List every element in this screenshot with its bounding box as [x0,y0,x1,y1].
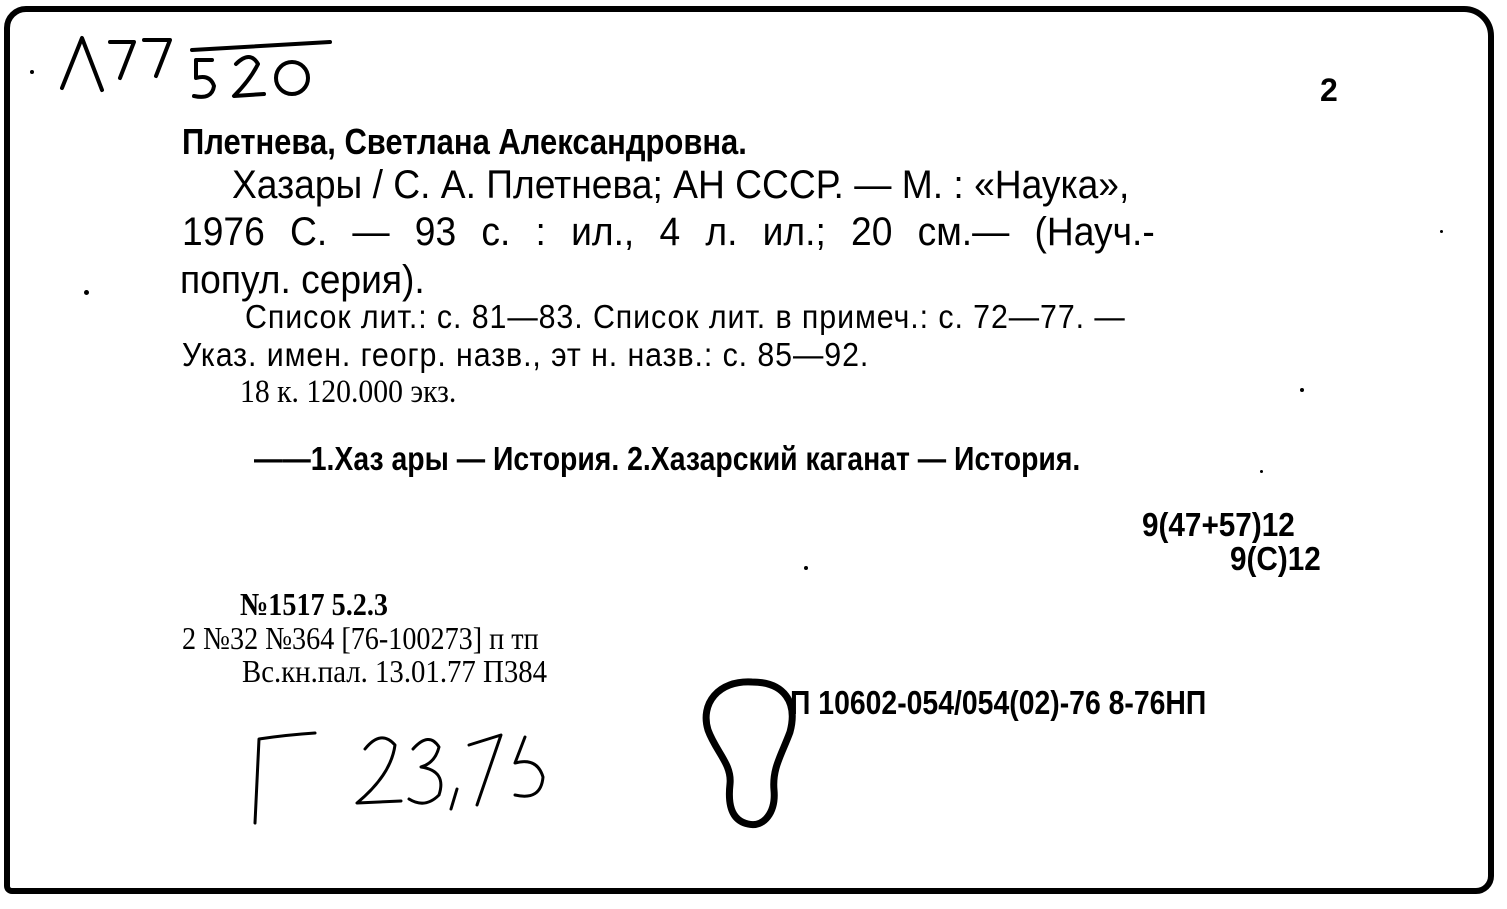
scan-speck [1440,230,1443,233]
registration-line-2: 2 №32 №364 [76-100273] п тп [182,620,539,656]
registration-line-3: Вс.кн.пал. 13.01.77 П384 [242,653,548,689]
scan-speck [30,70,34,74]
registration-line-1: №1517 5.2.3 [240,586,388,622]
notes-line-2: Указ. имен. геогр. назв., эт н. назв.: с. 85—92. [182,336,870,373]
classification-1: 9(47+57)12 [1142,506,1295,543]
copy-number: 2 [1320,72,1338,108]
punch-hole [690,672,810,837]
classification-2: 9(С)12 [1230,540,1321,577]
title-line-1: Хазары / С. А. Плетнева; АН СССР. — М. : «Наука», [232,163,1130,207]
subject-headings: ——1.Хаз ары — История. 2.Хазарский каганат — История. [254,440,1081,477]
notes-line-1: Список лит.: с. 81—83. Список лит. в примеч.: с. 72—77. — [245,298,1126,335]
price-line: 18 к. 120.000 экз. [240,374,457,410]
publisher-code: П 10602-054/054(02)-76 8-76НП [790,684,1207,721]
handwritten-inventory-mark [225,705,565,835]
scan-speck [1260,470,1263,473]
author-heading: Плетнева, Светлана Александровна. [182,121,747,162]
scan-speck [84,290,89,295]
handwritten-shelf-mark [40,20,330,100]
title-line-3: попул. серия). [180,258,425,302]
title-line-2: 1976 С. — 93 с. : ил., 4 л. ил.; 20 см.— (Науч.- [182,210,1155,254]
scan-speck [804,566,808,570]
scan-speck [1300,388,1304,392]
